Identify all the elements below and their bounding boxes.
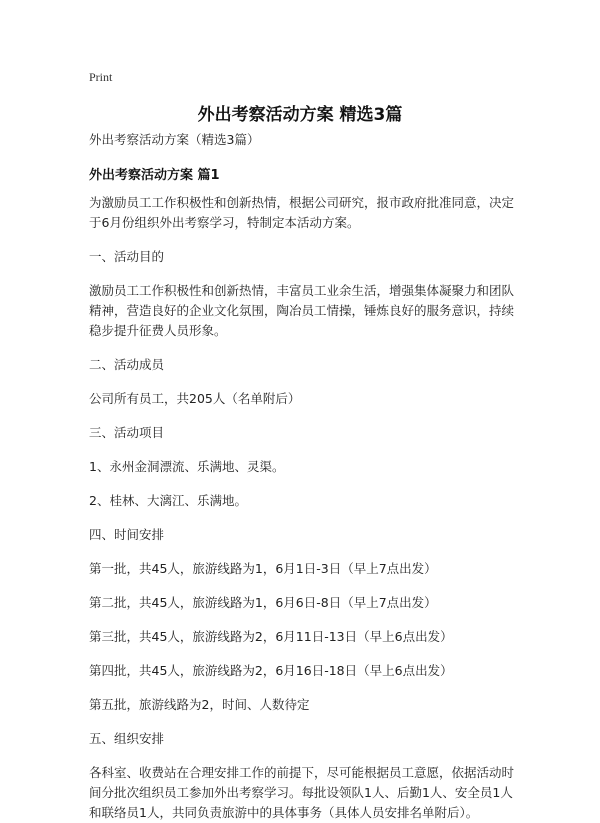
schedule-batch-4: 第四批，共45人，旅游线路为2，6月16日-18日（早上6点出发）: [89, 663, 453, 678]
document-content: [89, 130, 519, 823]
organization-paragraph: 各科室、收费站在合理安排工作的前提下，尽可能根据员工意愿，依据活动时间分批次组织员工参加外出考察学习。每批设领队1人、后勤1人、安全员1人和联络员1人，共同负责旅游中的具体事务（具体人员安排名单附后）。: [89, 765, 515, 820]
print-label: Print: [89, 70, 113, 84]
project-item-1: 1、永州金洞漂流、乐满地、灵渠。: [89, 459, 285, 474]
heading-purpose: 一、活动目的: [89, 249, 165, 264]
schedule-batch-2: 第二批，共45人，旅游线路为1，6月6日-8日（早上7点出发）: [89, 595, 437, 610]
document-title: 外出考察活动方案 精选3篇: [197, 105, 403, 125]
heading-members: 二、活动成员: [89, 357, 165, 372]
section-heading: 外出考察活动方案 篇1: [89, 168, 220, 183]
project-item-2: 2、桂林、大漓江、乐满地。: [89, 493, 247, 508]
intro-paragraph: 为激励员工工作积极性和创新热情，根据公司研究，报市政府批准同意，决定于6月份组织外出考察学习，特制定本活动方案。: [89, 195, 515, 230]
schedule-batch-3: 第三批，共45人，旅游线路为2，6月11日-13日（早上6点出发）: [89, 629, 453, 644]
schedule-batch-1: 第一批，共45人，旅游线路为1，6月1日-3日（早上7点出发）: [89, 561, 437, 576]
heading-organization: 五、组织安排: [89, 731, 165, 746]
heading-schedule: 四、时间安排: [89, 527, 165, 542]
document-subtitle: 外出考察活动方案（精选3篇）: [89, 132, 260, 147]
heading-projects: 三、活动项目: [89, 425, 165, 440]
purpose-paragraph: 激励员工工作积极性和创新热情，丰富员工业余生活，增强集体凝聚力和团队精神，营造良好的企业文化氛围，陶冶员工情操，锤炼良好的服务意识，持续稳步提升征费人员形象。: [89, 283, 515, 338]
members-paragraph: 公司所有员工，共205人（名单附后）: [89, 391, 301, 406]
schedule-batch-5: 第五批，旅游线路为2，时间、人数待定: [89, 697, 310, 712]
